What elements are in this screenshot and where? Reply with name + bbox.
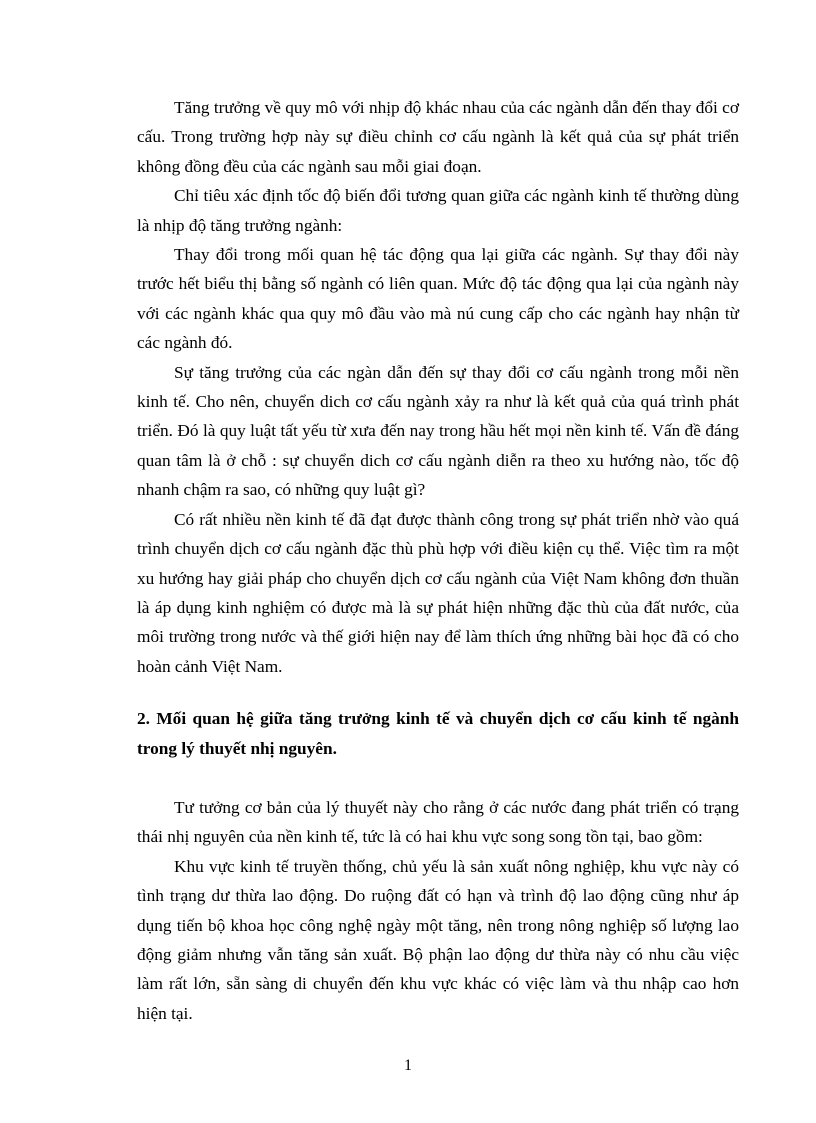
paragraph: Có rất nhiều nền kinh tế đã đạt được thành công trong sự phát triển nhờ vào quá trình chuyển dịch cơ cấu ngành đặc thù phù hợp với điều kiện cụ thể. Việc tìm ra một xu hướng hay giải pháp cho chuyển dịch cơ cấu ngành của Việt Nam không đơn thuần là áp dụng kinh nghiệm có được mà là sự phát hiện những đặc thù của đất nước, của môi trường trong nước và thế giới hiện nay để làm thích ứng những bài học đã có cho hoàn cảnh Việt Nam.: [137, 509, 739, 676]
paragraph: Thay đổi trong mối quan hệ tác động qua lại giữa các ngành. Sự thay đổi này trước hết biểu thị bằng số ngành có liên quan. Mức độ tác động qua lại của ngành này với các ngành khác qua quy mô đầu vào mà nú cung cấp cho các ngành hay nhận từ các ngành đó.: [137, 245, 739, 353]
paragraph: Tư tưởng cơ bản của lý thuyết này cho rằng ở các nước đang phát triển có trạng thái nhị nguyên của nền kinh tế, tức là có hai khu vực song song tồn tại, bao gồm:: [137, 797, 739, 847]
section-heading: 2. Mối quan hệ giữa tăng trưởng kinh tế và chuyển dịch cơ cấu kinh tế ngành trong lý thuyết nhị nguyên.: [137, 709, 739, 758]
paragraph: Sự tăng trưởng của các ngàn dẫn đến sự thay đổi cơ cấu ngành trong mỗi nền kinh tế. Cho nên, chuyển dich cơ cấu ngành xảy ra như là kết quả của quá trình phát triển. Đó là quy luật tất yếu từ xưa đến nay trong hầu hết mọi nền kinh tế. Vấn đề đáng quan tâm là ở chỗ : sự chuyển dich cơ cấu ngành diễn ra theo xu hướng nào, tốc độ nhanh chậm ra sao, có những quy luật gì?: [137, 362, 739, 500]
page-number: 1: [404, 1057, 412, 1074]
paragraph: Chỉ tiêu xác định tốc độ biến đổi tương quan giữa các ngành kinh tế thường dùng là nhịp độ tăng trưởng ngành:: [137, 186, 739, 235]
paragraph: Tăng trưởng về quy mô với nhịp độ khác nhau của các ngành dẫn đến thay đổi cơ cấu. Trong trường hợp này sự điều chỉnh cơ cấu ngành là kết quả của sự phát triển không đồng đều của các ngành sau mỗi giai đoạn.: [137, 98, 739, 176]
paragraph: Khu vực kinh tế truyền thống, chủ yếu là sản xuất nông nghiệp, khu vực này có tình trạng dư thừa lao động. Do ruộng đất có hạn và trình độ lao động cũng như áp dụng tiến bộ khoa học công nghệ ngày một tăng, nên trong nông nghiệp số lượng lao động giảm nhưng vẫn tăng sản xuất. Bộ phận lao động dư thừa này có nhu cầu việc làm rất lớn, sẵn sàng di chuyển đến khu vực khác có việc làm và thu nhập cao hơn hiện tại.: [137, 856, 739, 1023]
page-body: [137, 93, 739, 1028]
